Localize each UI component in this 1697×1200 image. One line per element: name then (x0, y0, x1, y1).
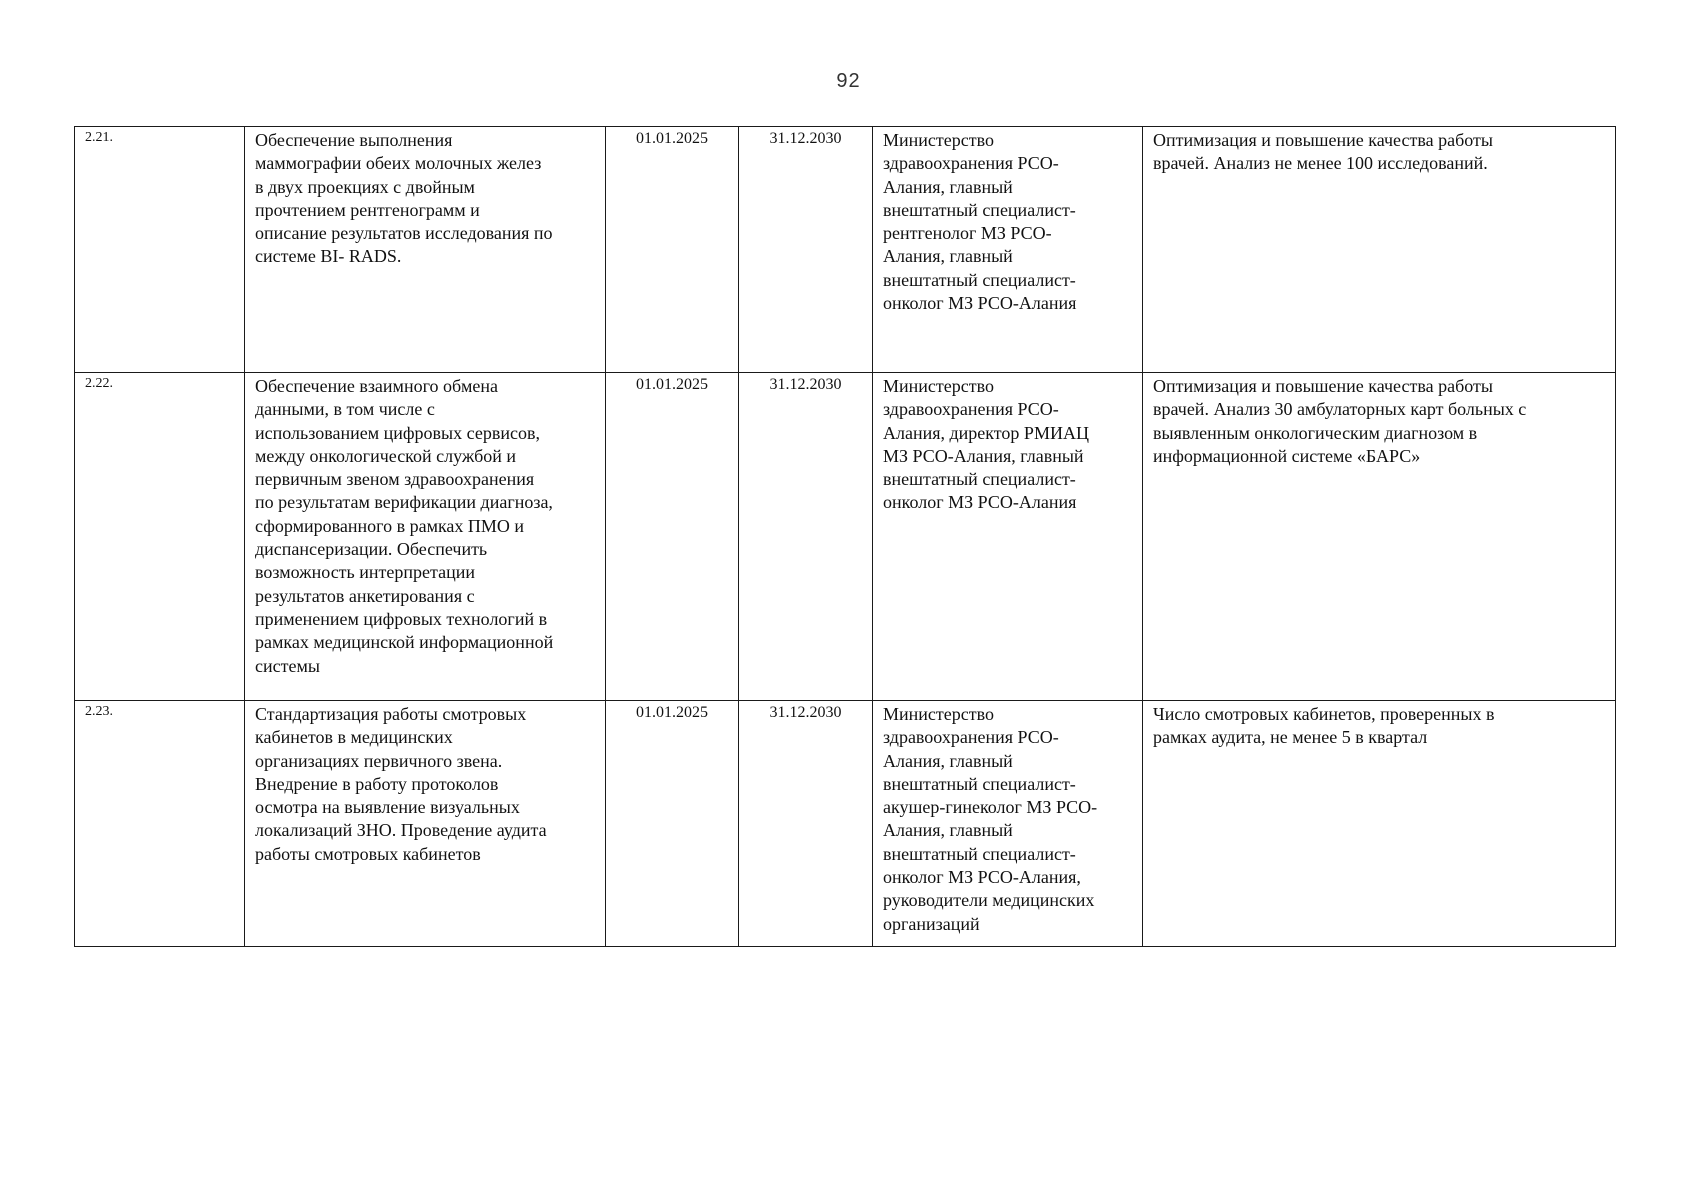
expected-result: Оптимизация и повышение качества работы врачей. Анализ 30 амбулаторных карт больных с выявленным онкологическим диагнозом в информационной системе «БАРС» (1143, 373, 1616, 701)
activity-description: Обеспечение взаимного обмена данными, в том числе с использованием цифровых сервисов, между онкологической службой и первичным звеном здравоохранения по результатам верификации диагноза, сформированного в рамках ПМО и диспансеризации. Обеспечить возможность интерпретации результатов анкетирования с применением цифровых технологий в рамках медицинской информационной системы (245, 373, 606, 701)
start-date: 01.01.2025 (606, 127, 739, 373)
item-number: 2.22. (75, 373, 245, 701)
responsible-parties: Министерство здравоохранения РСО- Алания, главный внештатный специалист- рентгенолог МЗ РСО- Алания, главный внештатный специалист- онколог МЗ РСО-Алания (873, 127, 1143, 373)
responsible-parties: Министерство здравоохранения РСО- Алания, директор РМИАЦ МЗ РСО-Алания, главный внештатный специалист- онколог МЗ РСО-Алания (873, 373, 1143, 701)
end-date: 31.12.2030 (739, 701, 873, 947)
responsible-parties: Министерство здравоохранения РСО- Алания, главный внештатный специалист- акушер-гинеколог МЗ РСО- Алания, главный внештатный специалист- онколог МЗ РСО-Алания, руководители медицинских организаций (873, 701, 1143, 947)
activity-description: Стандартизация работы смотровых кабинетов в медицинских организациях первичного звена. Внедрение в работу протоколов осмотра на выявление визуальных локализаций ЗНО. Проведение аудита работы смотровых кабинетов (245, 701, 606, 947)
item-number: 2.23. (75, 701, 245, 947)
table-row (75, 701, 1616, 947)
table-row (75, 127, 1616, 373)
activity-description: Обеспечение выполнения маммографии обеих молочных желез в двух проекциях с двойным прочтением рентгенограмм и описание результатов исследования по системе BI- RADS. (245, 127, 606, 373)
start-date: 01.01.2025 (606, 701, 739, 947)
table-row (75, 373, 1616, 701)
item-number: 2.21. (75, 127, 245, 373)
end-date: 31.12.2030 (739, 127, 873, 373)
expected-result: Число смотровых кабинетов, проверенных в рамках аудита, не менее 5 в квартал (1143, 701, 1616, 947)
expected-result: Оптимизация и повышение качества работы врачей. Анализ не менее 100 исследований. (1143, 127, 1616, 373)
page-number: 92 (836, 70, 861, 92)
start-date: 01.01.2025 (606, 373, 739, 701)
activities-table (74, 126, 1616, 947)
end-date: 31.12.2030 (739, 373, 873, 701)
